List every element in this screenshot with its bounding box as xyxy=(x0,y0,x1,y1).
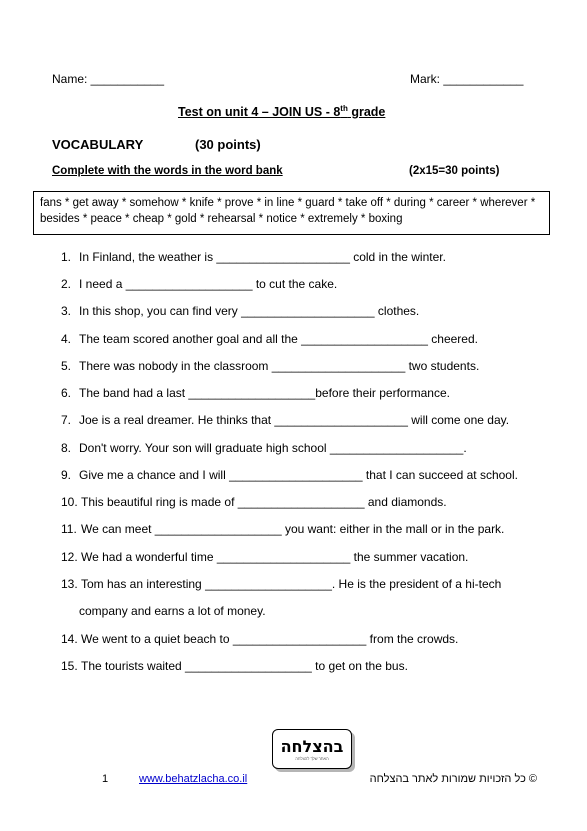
behatzlacha-logo xyxy=(272,729,352,769)
section-points: (30 points) xyxy=(195,137,261,152)
title-main: Test on unit 4 – JOIN US - 8 xyxy=(178,105,341,120)
question-text: The band had a last ___________________before their performance. xyxy=(79,386,450,400)
title-grade: grade xyxy=(347,105,386,120)
question-text: The tourists waited ___________________ to get on the bus. xyxy=(81,659,408,673)
question-number: 8. xyxy=(61,441,72,455)
question-number: 1. xyxy=(61,250,72,264)
question-number: 10. xyxy=(61,495,78,509)
question-item xyxy=(61,495,447,509)
question-number: 4. xyxy=(61,332,72,346)
section-heading: VOCABULARY xyxy=(52,137,144,152)
word-bank: fans * get away * somehow * knife * prove * in line * guard * take off * during * career * wherever * besides * peace * cheap * gold * rehearsal * notice * extremely * boxing xyxy=(33,191,550,235)
name-field: Name: ___________ xyxy=(52,72,165,86)
question-text: There was nobody in the classroom ____________________ two students. xyxy=(79,359,480,373)
question-text: In this shop, you can find very ____________________ clothes. xyxy=(79,304,420,318)
question-item xyxy=(61,632,458,646)
question-text: Give me a chance and I will ____________________ that I can succeed at school. xyxy=(79,468,518,482)
question-item xyxy=(61,304,419,318)
question-item xyxy=(61,468,518,482)
question-item xyxy=(79,604,266,618)
question-number: 2. xyxy=(61,277,72,291)
question-number: 11. xyxy=(61,522,77,536)
question-text: We had a wonderful time ____________________ the summer vacation. xyxy=(81,550,469,564)
question-number: 9. xyxy=(61,468,72,482)
instruction: Complete with the words in the word bank xyxy=(52,165,283,177)
question-number: 5. xyxy=(61,359,72,373)
question-number: 6. xyxy=(61,386,72,400)
question-item xyxy=(61,332,478,346)
question-item xyxy=(61,250,446,264)
question-item xyxy=(61,522,504,536)
question-text: Joe is a real dreamer. He thinks that ____________________ will come one day. xyxy=(79,413,510,427)
question-item xyxy=(61,550,468,564)
mark-field: Mark: ____________ xyxy=(410,72,524,86)
question-text: I need a ___________________ to cut the cake. xyxy=(79,277,338,291)
question-text: We went to a quiet beach to ____________________ from the crowds. xyxy=(81,632,459,646)
question-item xyxy=(61,659,408,673)
question-text: In Finland, the weather is ____________________ cold in the winter. xyxy=(79,250,446,264)
question-number: 14. xyxy=(61,632,78,646)
question-item xyxy=(61,441,467,455)
title-sup: th xyxy=(340,104,348,113)
logo-subtext: האתר שלך להצלחה xyxy=(295,755,329,761)
question-text: company and earns a lot of money. xyxy=(79,604,266,618)
question-item xyxy=(61,413,509,427)
question-item xyxy=(61,386,450,400)
scoring: (2x15=30 points) xyxy=(409,165,500,177)
question-item xyxy=(61,577,501,591)
question-text: We can meet ___________________ you want: either in the mall or in the park. xyxy=(81,522,505,536)
question-number: 12. xyxy=(61,550,78,564)
question-text: The team scored another goal and all the ___________________ cheered. xyxy=(79,332,478,346)
question-number: 3. xyxy=(61,304,72,318)
question-text: Tom has an interesting ___________________. He is the president of a hi-tech xyxy=(81,577,502,591)
site-link[interactable]: www.behatzlacha.co.il xyxy=(139,773,248,785)
copyright-notice: © כל הזכויות שמורות לאתר בהצלחה xyxy=(369,773,537,785)
page-title xyxy=(178,104,385,119)
question-item xyxy=(61,277,337,291)
logo-text: בהצלחה xyxy=(280,736,344,756)
question-number: 15. xyxy=(61,659,78,673)
page-number: 1 xyxy=(102,773,109,785)
question-number: 7. xyxy=(61,413,72,427)
question-number: 13. xyxy=(61,577,78,591)
question-text: This beautiful ring is made of ___________________ and diamonds. xyxy=(81,495,447,509)
question-text: Don't worry. Your son will graduate high school ____________________. xyxy=(79,441,467,455)
question-item xyxy=(61,359,479,373)
